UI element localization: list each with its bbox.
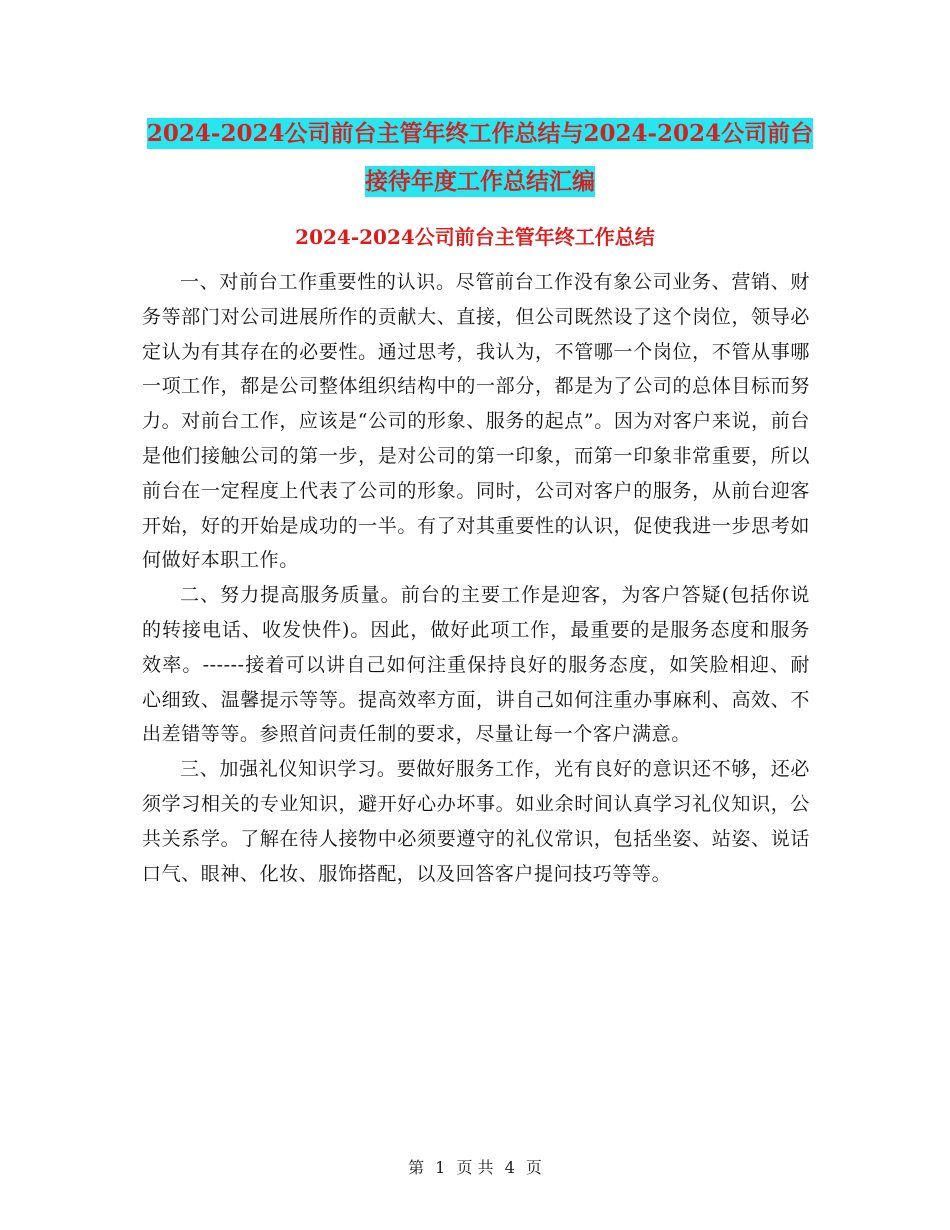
document-title-text: 2024-2024公司前台主管年终工作总结与2024-2024公司前台接待年度工作总结汇编 xyxy=(146,120,814,195)
section-title: 2024-2024公司前台主管年终工作总结 xyxy=(295,225,655,249)
paragraph-3: 三、加强礼仪知识学习。要做好服务工作，光有良好的意识还不够，还必须学习相关的专业知识，避开好心办坏事。如业余时间认真学习礼仪知识，公共关系学。了解在待人接物中必须要遵守的礼仪常识，包括坐姿、站姿、说话口气、眼神、化妆、服饰搭配，以及回答客户提问技巧等等。 xyxy=(142,758,810,885)
footer-suffix: 页 xyxy=(525,1158,542,1177)
page-footer xyxy=(0,1155,950,1178)
footer-prefix: 第 xyxy=(408,1158,425,1177)
footer-middle: 页 共 xyxy=(456,1158,494,1177)
paragraph-2: 二、努力提高服务质量。前台的主要工作是迎客，为客户答疑(包括你说的转接电话、收发快件)。因此，做好此项工作，最重要的是服务态度和服务效率。------接着可以讲自己如何注重保持良好的服务态度，如笑脸相迎、耐心细致、温馨提示等等。提高效率方面，讲自己如何注重办事麻利、高效、不出差错等等。参照首问责任制的要求，尽量让每一个客户满意。 xyxy=(142,584,810,746)
footer-page-number: 1 xyxy=(435,1158,446,1177)
document-body xyxy=(142,265,810,891)
footer-total-pages: 4 xyxy=(504,1158,515,1177)
paragraph-1: 一、对前台工作重要性的认识。尽管前台工作没有象公司业务、营销、财务等部门对公司进展所作的贡献大、直接，但公司既然设了这个岗位，领导必定认为有其存在的必要性。通过思考，我认为，不管哪一个岗位，不管从事哪一项工作，都是公司整体组织结构中的一部分，都是为了公司的总体目标而努力。对前台工作，应该是“公司的形象、服务的起点”。因为对客户来说，前台是他们接触公司的第一步，是对公司的第一印象，而第一印象非常重要，所以前台在一定程度上代表了公司的形象。同时，公司对客户的服务，从前台迎客开始，好的开始是成功的一半。有了对其重要性的认识，促使我进一步思考如何做好本职工作。 xyxy=(142,271,810,572)
document-title xyxy=(140,110,820,206)
